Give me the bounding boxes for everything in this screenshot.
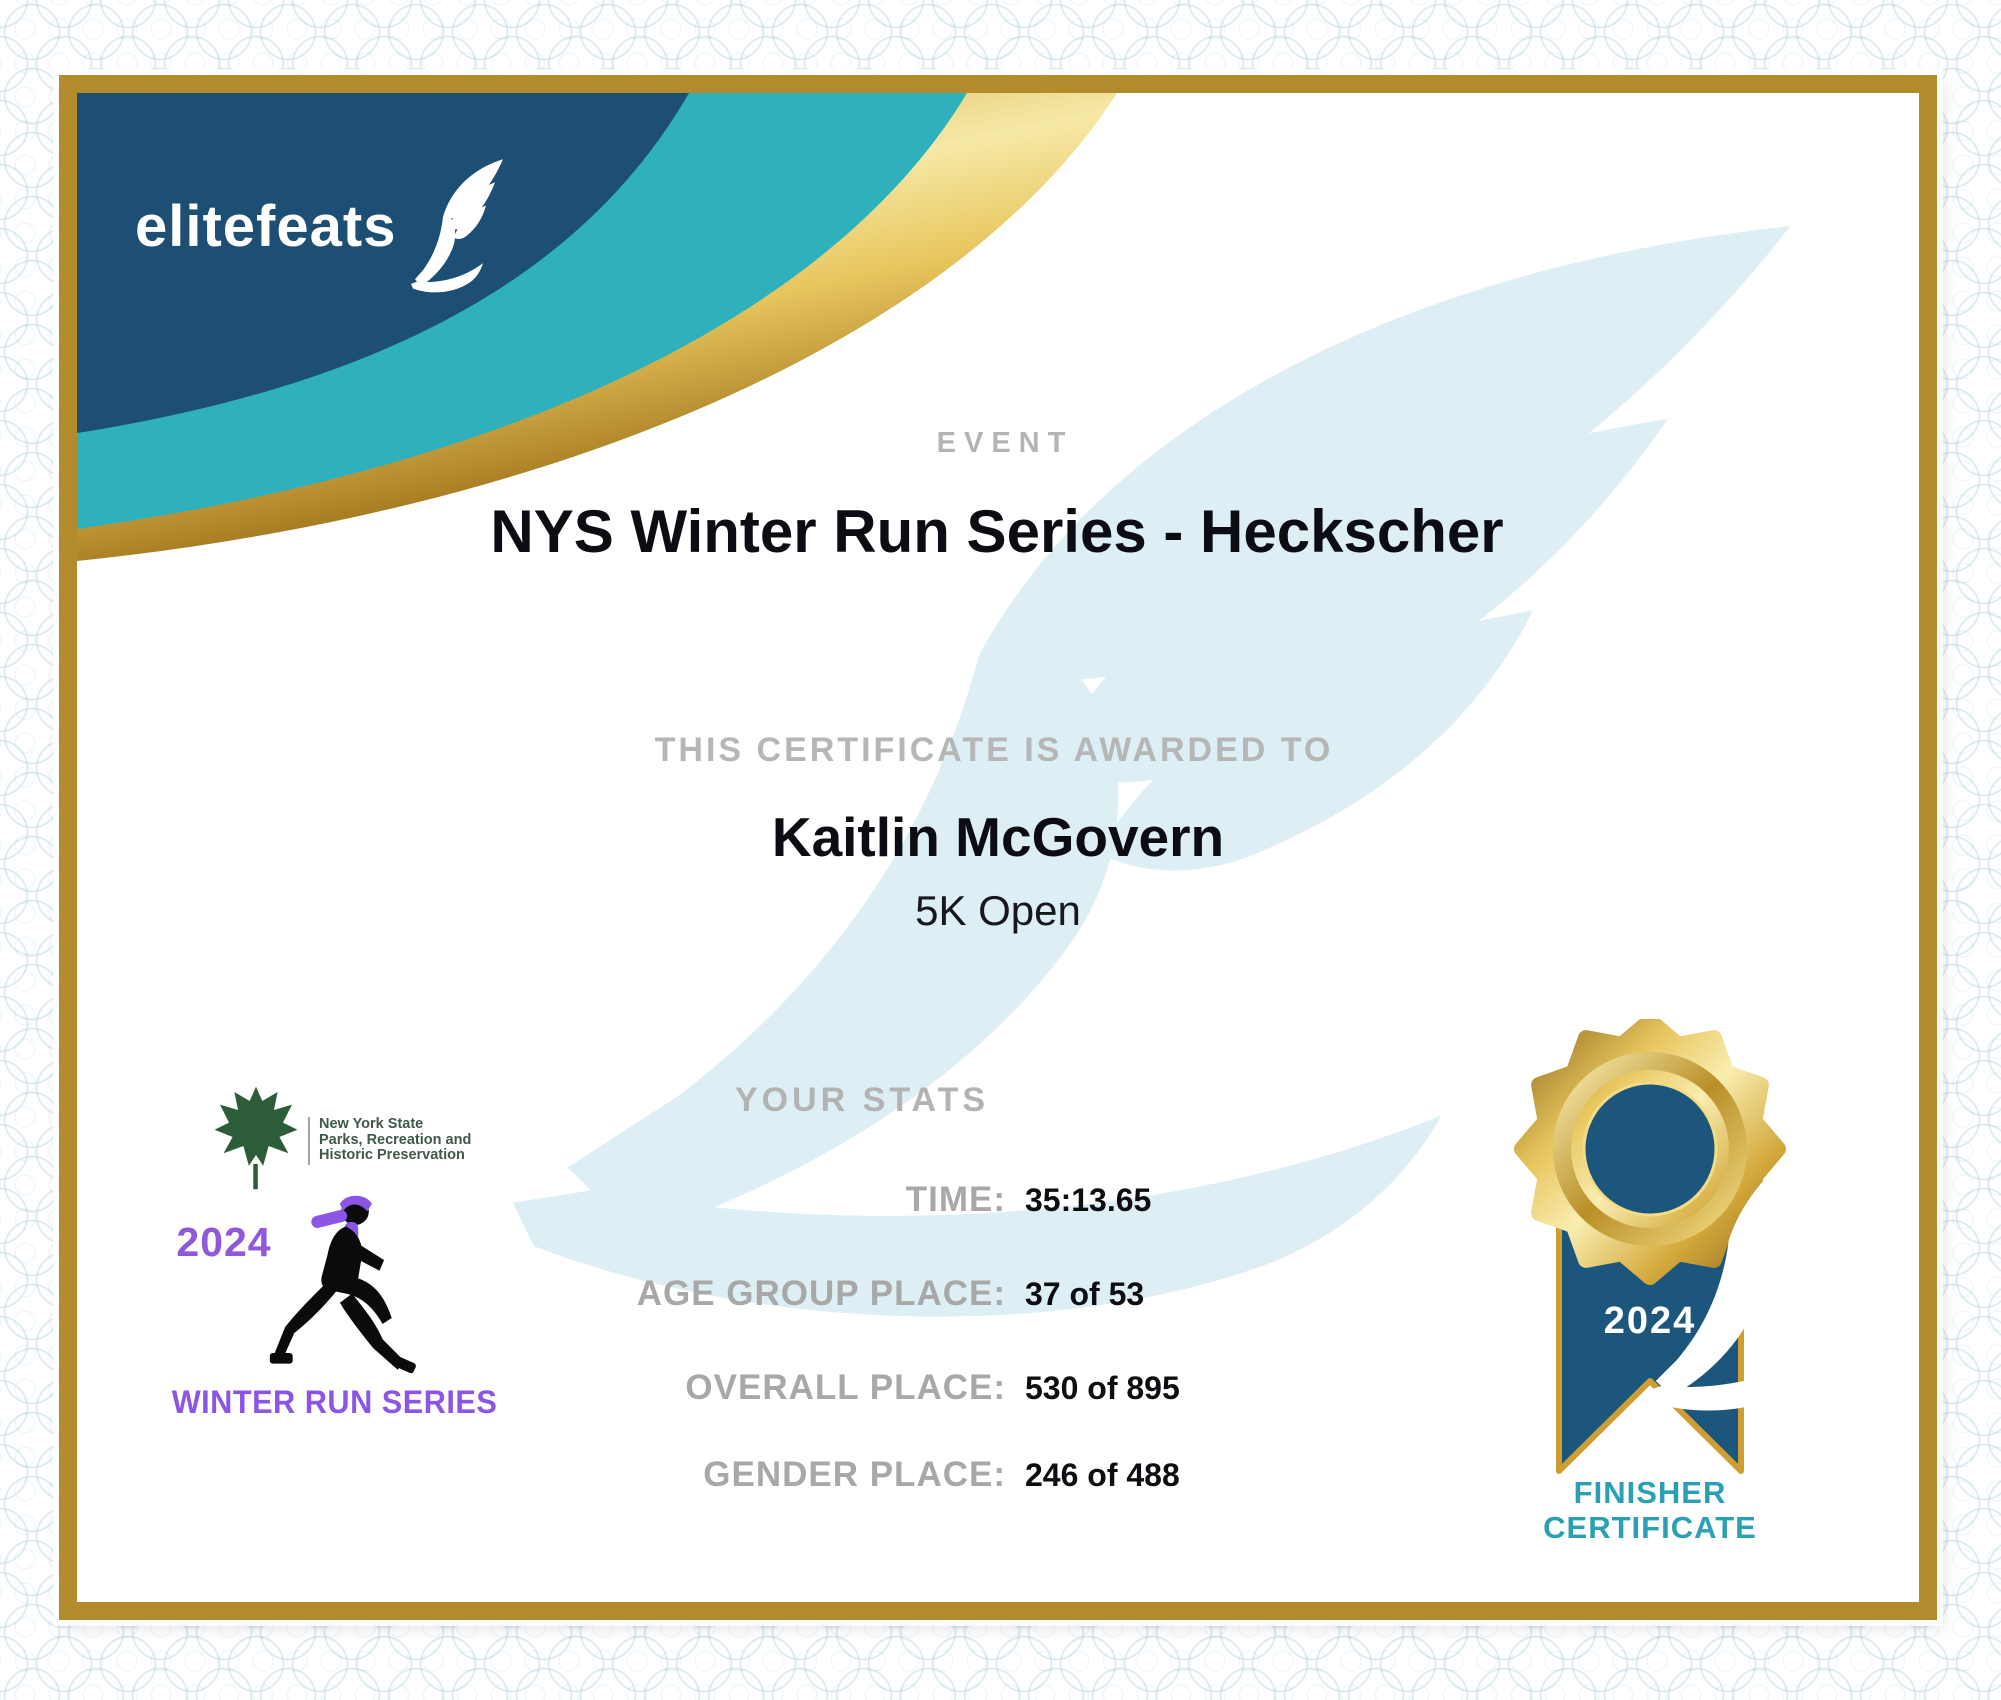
stat-label: GENDER PLACE:: [703, 1455, 1006, 1494]
stat-value: 530 of 895: [1025, 1370, 1180, 1406]
series-name: WINTER RUN SERIES: [171, 1384, 498, 1420]
parks-logo-divider: [308, 1117, 310, 1165]
series-year: 2024: [176, 1219, 272, 1265]
your-stats-heading: YOUR STATS: [734, 1081, 990, 1119]
certificate-frame: [59, 75, 1937, 1620]
parks-org-line1: New York State: [319, 1116, 424, 1132]
elitefeats-logo-text: elitefeats: [135, 194, 397, 259]
awarded-to-label: THIS CERTIFICATE IS AWARDED TO: [654, 731, 1334, 769]
medal-year: 2024: [1603, 1300, 1697, 1342]
maple-leaf-icon: [211, 1080, 301, 1194]
stat-value: 35:13.65: [1025, 1182, 1152, 1218]
elitefeats-winged-foot-icon: [407, 157, 507, 307]
certificate-body: [77, 93, 1919, 1602]
stat-label: TIME:: [905, 1180, 1006, 1219]
runner-silhouette-icon: [267, 1190, 425, 1388]
parks-org-line2: Parks, Recreation and: [319, 1131, 472, 1148]
parks-org-line3: Historic Preservation: [319, 1147, 465, 1163]
stat-label: OVERALL PLACE:: [685, 1368, 1006, 1407]
event-label: EVENT: [936, 427, 1074, 459]
event-name: NYS Winter Run Series - Heckscher: [490, 498, 1504, 565]
race-division: 5K Open: [915, 887, 1081, 934]
stat-value: 37 of 53: [1025, 1276, 1145, 1312]
finisher-caption-line1: FINISHER: [1573, 1475, 1727, 1510]
stat-value: 246 of 488: [1025, 1457, 1180, 1493]
parks-org-name: [319, 1117, 471, 1164]
stat-label: AGE GROUP PLACE:: [636, 1274, 1006, 1313]
finisher-medal: [1440, 1019, 1860, 1489]
finisher-caption-line2: CERTIFICATE: [1543, 1510, 1757, 1545]
recipient-name: Kaitlin McGovern: [771, 806, 1225, 868]
finisher-certificate-caption: [1450, 1475, 1850, 1545]
